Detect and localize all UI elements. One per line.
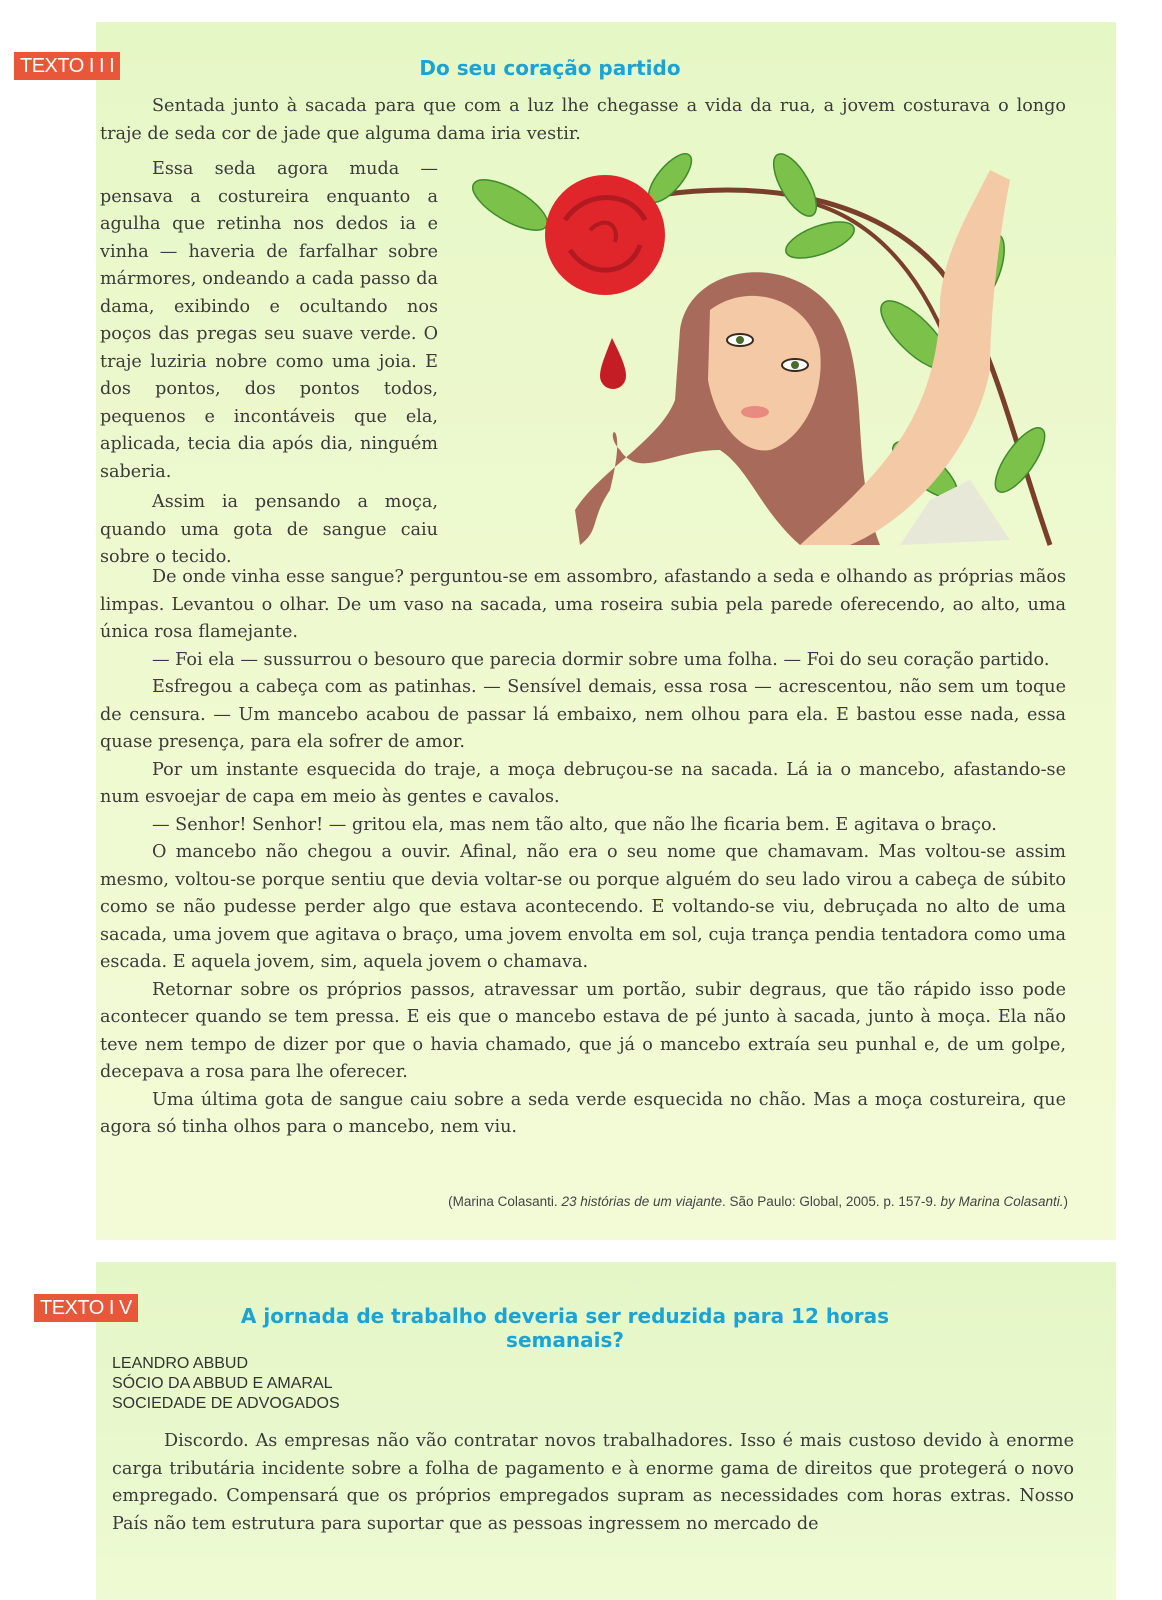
blood-drop-icon	[600, 338, 626, 389]
leaf-icon	[781, 215, 858, 266]
paragraph-7: Retornar sobre os próprios passos, atravessar um portão, subir degraus, que tão rápido isso pode acontecer quando se tem pressa. E eis que o mancebo estava de pé junto à sacada, junto à moça. Ela não teve nem tempo de dizer por que o havia chamado, que já o mancebo extraía seu punhal e, de um golpe, decepava a rosa para lhe oferecer.	[100, 979, 1066, 1082]
leaf-icon	[765, 150, 824, 222]
leaf-icon	[470, 170, 554, 240]
intro-paragraph: Sentada junto à sacada para que com a luz lhe chegasse a vida da rua, a jovem costurava o longo traje de seda cor de jade que alguma dama iria vestir.	[100, 96, 1066, 144]
paragraph-4: Por um instante esquecida do traje, a moça debruçou-se na sacada. Lá ia o mancebo, afastando-se num esvoejar de capa em meio às gentes e cavalos.	[100, 759, 1066, 807]
leaf-icon	[987, 421, 1054, 499]
texto4-body	[112, 1428, 1074, 1538]
citation-book: 23 histórias de um viajante	[561, 1194, 723, 1209]
paragraph-5: — Senhor! Senhor! — gritou ela, mas nem tão alto, que não lhe ficaria bem. E agitava o braço.	[152, 814, 997, 835]
citation-author: (Marina Colasanti.	[448, 1194, 562, 1209]
author-block	[112, 1354, 340, 1414]
narrow-paragraph-2: Assim ia pensando a moça, quando uma gota de sangue caiu sobre o tecido.	[100, 492, 438, 567]
lips-icon	[741, 406, 769, 418]
texto4-title: A jornada de trabalho deveria ser reduzida para 12 horas semanais?	[240, 1304, 890, 1352]
texto4-paragraph: Discordo. As empresas não vão contratar novos trabalhadores. Isso é mais custoso devido à enorme carga tributária incidente sobre a folha de pagamento e à enorme gama de direitos que protegerá o novo empregado. Compensará que os próprios empregados supram as necessidades com horas extras. Nosso País não tem estrutura para suportar que as pessoas ingressem no mercado de	[112, 1431, 1074, 1534]
narrow-paragraph-1: Essa seda agora muda — pensava a costureira enquanto a agulha que retinha nos dedos ia e vinha — haveria de farfalhar sobre mármores, ondeando a cada passo da dama, exibindo e ocultando nos poços das pregas seu suave verde. O traje luziria nobre como uma joia. E dos pontos, dos pontos todos, pequenos e incontáveis que ela, aplicada, tecia dia após dia, ninguém saberia.	[100, 159, 438, 482]
paragraph-3: Esfregou a cabeça com as patinhas. — Sensível demais, essa rosa — acrescentou, não sem um toque de censura. — Um mancebo acabou de passar lá embaixo, nem olhou para ela. E bastou esse nada, essa quase presença, para ela sofrer de amor.	[100, 677, 1066, 752]
paragraph-1: De onde vinha esse sangue? perguntou-se em assombro, afastando a seda e olhando as próprias mãos limpas. Levantou o olhar. De um vaso na sacada, uma roseira subia pela parede oferecendo, ao alto, uma única rosa flamejante.	[100, 567, 1066, 642]
paragraph-8: Uma última gota de sangue caiu sobre a seda verde esquecida no chão. Mas a moça costureira, que agora só tinha olhos para o mancebo, nem viu.	[100, 1089, 1066, 1137]
author-role-2: SOCIEDADE DE ADVOGADOS	[112, 1395, 340, 1412]
texto3-intro	[100, 93, 1066, 148]
texto3-title: Do seu coração partido	[419, 56, 681, 80]
texto4-tag: TEXTO I V	[34, 1294, 138, 1322]
texto3-tag: TEXTO I I I	[14, 52, 120, 80]
citation-publisher: . São Paulo: Global, 2005. p. 157-9.	[722, 1194, 941, 1209]
author-name: LEANDRO ABBUD	[112, 1355, 249, 1372]
rose-icon	[545, 175, 665, 295]
texto3-narrow-column	[100, 156, 438, 572]
texto3-body	[100, 564, 1066, 1142]
paragraph-6: O mancebo não chegou a ouvir. Afinal, não era o seu nome que chamavam. Mas voltou-se assim mesmo, voltou-se porque sentiu que devia voltar-se ou porque alguém do seu lado virou a cabeça de súbito como se não pudesse perder algo que estava acontecendo. E voltando-se viu, debruçada no alto de uma sacada, uma jovem que agitava o braço, uma jovem envolta em sol, cuja trança pendia tentadora como uma escada. E aquela jovem, sim, aquela jovem o chamava.	[100, 842, 1066, 972]
citation	[448, 1194, 1068, 1209]
author-role-1: SÓCIO DA ABBUD E AMARAL	[112, 1375, 333, 1392]
rose-girl-illustration	[470, 150, 1080, 550]
citation-close: )	[1063, 1194, 1068, 1209]
paragraph-2: — Foi ela — sussurrou o besouro que parecia dormir sobre uma folha. — Foi do seu coração partido.	[152, 649, 1050, 670]
citation-by: by Marina Colasanti.	[940, 1194, 1064, 1209]
